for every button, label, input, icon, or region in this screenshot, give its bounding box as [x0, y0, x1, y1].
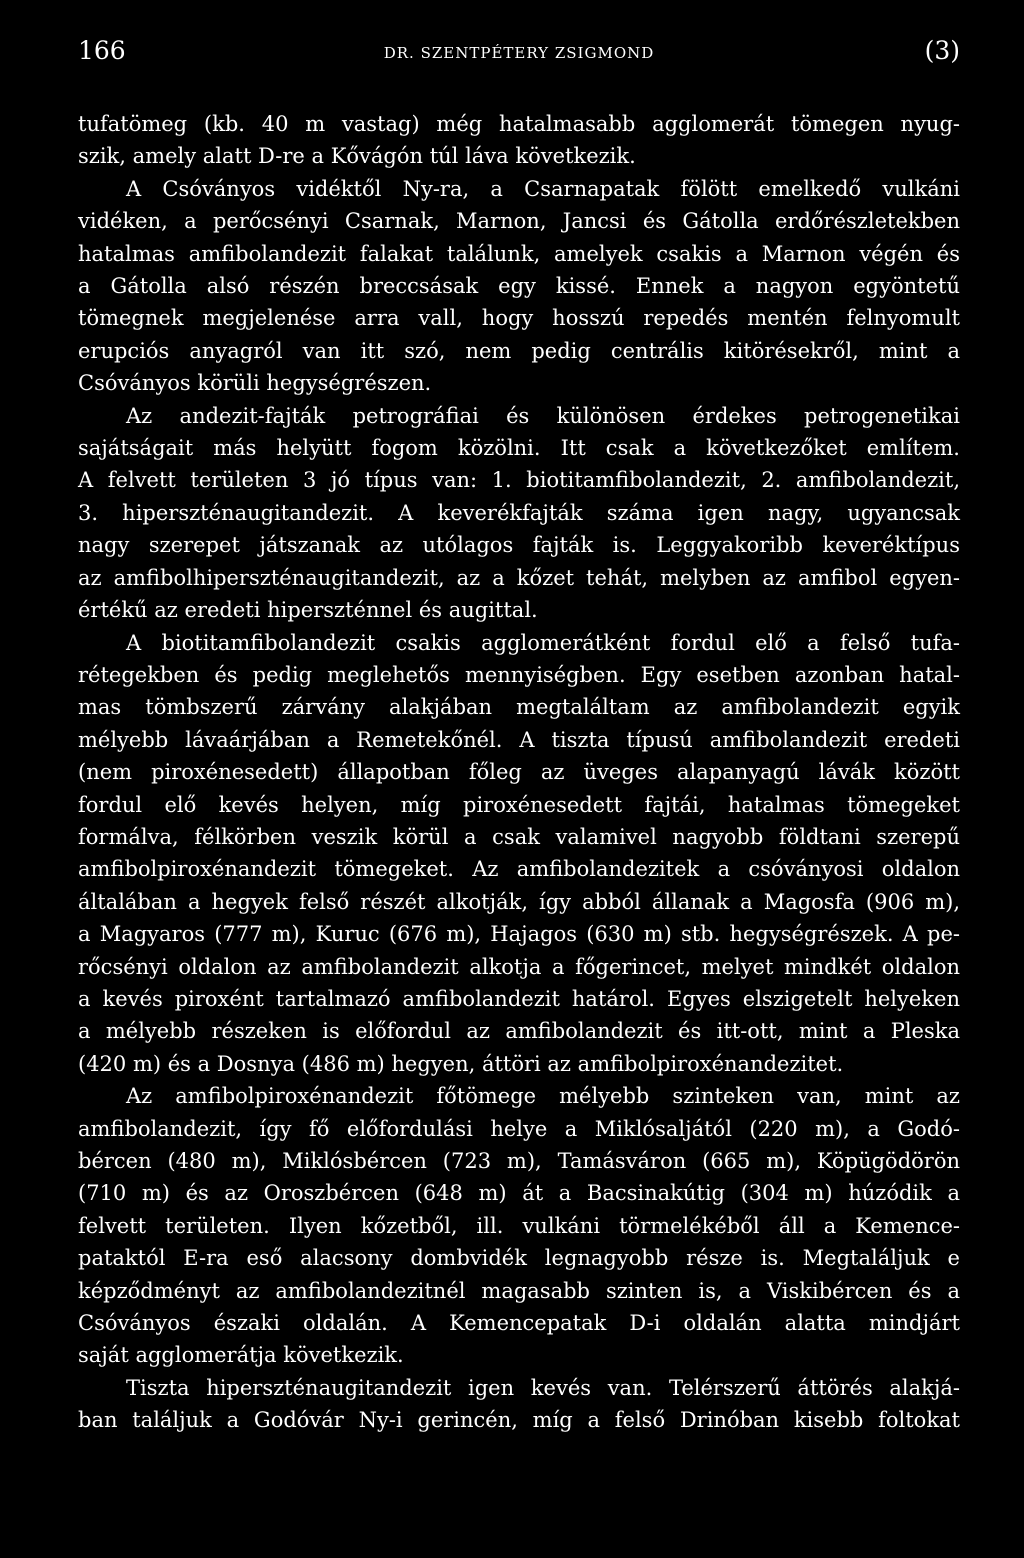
page-number: 166	[78, 36, 126, 65]
text-line: (710 m) és az Oroszbércen (648 m) át a Bacsinakútig (304 m) húzódik a	[78, 1181, 960, 1206]
text-line: (nem piroxénesedett) állapotban főleg az üveges alapanyagú lávák között	[78, 760, 960, 785]
text-line: értékű az eredeti hiperszténnel és augittal.	[78, 598, 538, 623]
page-header	[78, 36, 960, 76]
text-line: saját agglomerátja következik.	[78, 1343, 404, 1368]
text-line: az amfibolhiperszténaugitandezit, az a kőzet tehát, melyben az amfibol egyen-	[78, 565, 960, 590]
text-line: A biotitamfibolandezit csakis agglomerátként fordul elő a felső tufa-	[126, 630, 960, 655]
text-line: felvett területen. Ilyen kőzetből, ill. vulkáni törmelékéből áll a Kemence-	[78, 1213, 960, 1238]
text-line: bércen (480 m), Miklósbércen (723 m), Tamásváron (665 m), Köpügödörön	[78, 1149, 960, 1173]
text-line: mas tömbszerű zárvány alakjában megtaláltam az amfibolandezit egyik	[78, 695, 960, 720]
text-line: hatalmas amfibolandezit falakat találunk, amelyek csakis a Marnon végén és	[78, 241, 960, 266]
text-line: A felvett területen 3 jó típus van: 1. biotitamfibolandezit, 2. amfibolandezit,	[78, 468, 960, 493]
text-line: formálva, félkörben veszik körül a csak valamivel nagyobb földtani szerepű	[78, 824, 960, 849]
text-line: pataktól E-ra eső alacsony dombvidék legnagyobb része is. Megtaláljuk e	[78, 1246, 960, 1271]
text-line: sajátságait más helyütt fogom közölni. Itt csak a következőket említem.	[78, 436, 960, 461]
body-text	[78, 108, 960, 1437]
paragraph	[78, 108, 960, 173]
running-head: DR. SZENTPÉTERY ZSIGMOND	[383, 44, 655, 62]
text-line: tufatömeg (kb. 40 m vastag) még hatalmasabb agglomerát tömegen nyug-	[78, 112, 960, 136]
text-line: a kevés piroxént tartalmazó amfibolandezit határol. Egyes elszigetelt helyeken	[78, 986, 960, 1011]
paragraph	[78, 627, 960, 1081]
text-line: tömegnek megjelenése arra vall, hogy hosszú repedés mentén felnyomult	[78, 306, 960, 331]
text-line: (420 m) és a Dosnya (486 m) hegyen, áttöri az amfibolpiroxénandezitet.	[78, 1051, 844, 1076]
text-line: Tiszta hiperszténaugitandezit igen kevés van. Telérszerű áttörés alakjá-	[126, 1375, 960, 1400]
text-line: Csóványos északi oldalán. A Kemencepatak D-i oldalán alatta mindjárt	[78, 1311, 960, 1336]
text-line: Az amfibolpiroxénandezit főtömege mélyebb szinteken van, mint az	[126, 1084, 960, 1109]
paragraph	[78, 173, 960, 400]
paragraph	[78, 400, 960, 627]
text-line: vidéken, a perőcsényi Csarnak, Marnon, Jancsi és Gátolla erdőrészletekben	[78, 209, 960, 234]
paragraph	[78, 1372, 960, 1437]
text-line: erupciós anyagról van itt szó, nem pedig centrális kitörésekről, mint a	[78, 338, 960, 363]
text-line: rétegekben és pedig meglehetős mennyiségben. Egy esetben azonban hatal-	[78, 662, 960, 687]
paragraph	[78, 1080, 960, 1372]
section-number: (3)	[924, 36, 960, 65]
text-line: fordul elő kevés helyen, míg piroxénesedett fajtái, hatalmas tömegeket	[78, 792, 960, 817]
text-line: mélyebb lávaárjában a Remetekőnél. A tiszta típusú amfibolandezit eredeti	[78, 727, 960, 752]
text-line: a Gátolla alsó részén breccsásak egy kissé. Ennek a nagyon egyöntetű	[78, 274, 960, 299]
text-line: A Csóványos vidéktől Ny-ra, a Csarnapatak fölött emelkedő vulkáni	[126, 176, 960, 201]
text-line: amfibolpiroxénandezit tömegeket. Az amfibolandezitek a csóványosi oldalon	[78, 857, 960, 882]
text-line: szik, amely alatt D-re a Kővágón túl láva következik.	[78, 144, 636, 169]
text-line: ban találjuk a Godóvár Ny-i gerincén, míg a felső Drinóban kisebb foltokat	[78, 1408, 960, 1433]
text-line: a Magyaros (777 m), Kuruc (676 m), Hajagos (630 m) stb. hegységrészek. A pe-	[78, 922, 960, 947]
text-line: Az andezit-fajták petrográfiai és különösen érdekes petrogenetikai	[126, 403, 960, 428]
text-line: képződményt az amfibolandezitnél magasabb szinten is, a Viskibércen és a	[78, 1278, 960, 1303]
text-line: Csóványos körüli hegységrészen.	[78, 371, 432, 396]
text-line: rőcsényi oldalon az amfibolandezit alkotja a főgerincet, melyet mindkét oldalon	[78, 954, 960, 979]
text-line: 3. hiperszténaugitandezit. A keverékfajták száma igen nagy, ugyancsak	[78, 500, 960, 525]
text-line: a mélyebb részeken is előfordul az amfibolandezit és itt-ott, mint a Pleska	[78, 1019, 960, 1044]
text-line: általában a hegyek felső részét alkotják, így abból állanak a Magosfa (906 m),	[78, 889, 960, 914]
text-line: amfibolandezit, így fő előfordulási helye a Miklósaljától (220 m), a Godó-	[78, 1116, 960, 1141]
text-line: nagy szerepet játszanak az utólagos fajták is. Leggyakoribb keveréktípus	[78, 533, 960, 558]
